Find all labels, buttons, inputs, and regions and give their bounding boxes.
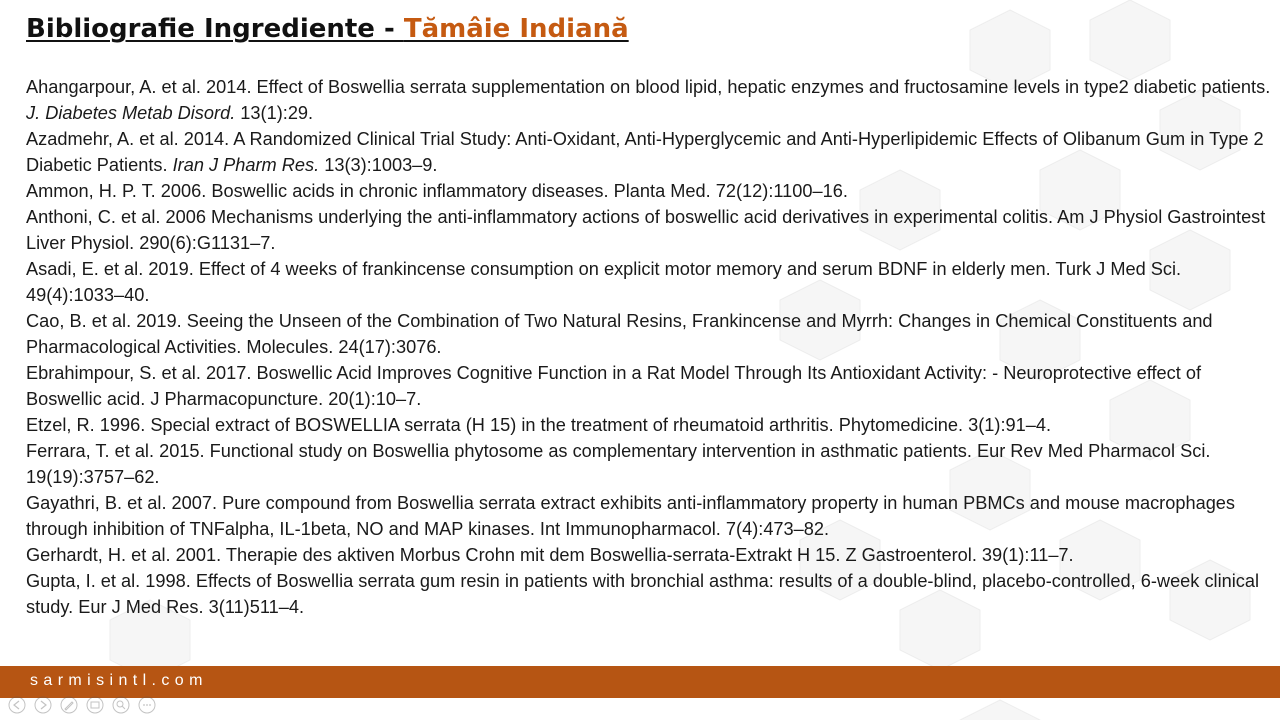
reference-tail: 13(3):1003–9. [319,155,438,175]
reference-item [26,542,1271,568]
reference-text: Ammon, H. P. T. 2006. Boswellic acids in chronic inflammatory diseases. Planta Med. 72(12):1100–16. [26,181,848,201]
next-icon[interactable] [34,696,52,714]
title-main: Bibliografie Ingrediente - [26,14,404,44]
reference-text: Ferrara, T. et al. 2015. Functional study on Boswellia phytosome as complementary intervention in asthmatic patients. Eur Rev Med Pharmacol Sci. 19(19):3757–62. [26,441,1211,487]
reference-item [26,412,1271,438]
previous-icon[interactable] [8,696,26,714]
reference-tail: 13(1):29. [235,103,314,123]
reference-item [26,490,1271,542]
pen-icon[interactable] [60,696,78,714]
reference-journal: J. Diabetes Metab Disord. [26,103,236,123]
footer-bar [0,666,1280,698]
slides-icon[interactable] [86,696,104,714]
more-icon[interactable] [138,696,156,714]
reference-item [26,74,1271,126]
reference-text: Gerhardt, H. et al. 2001. Therapie des aktiven Morbus Crohn mit dem Boswellia-serrata-Extrakt H 15. Z Gastroenterol. 39(1):11–7. [26,545,1074,565]
reference-item [26,360,1271,412]
reference-text: Asadi, E. et al. 2019. Effect of 4 weeks of frankincense consumption on explicit motor memory and serum BDNF in elderly men. Turk J Med Sci. 49(4):1033–40. [26,259,1182,305]
reference-item [26,308,1271,360]
reference-journal: Iran J Pharm Res. [172,155,320,175]
reference-text: Gupta, I. et al. 1998. Effects of Boswellia serrata gum resin in patients with bronchial asthma: results of a double-blind, placebo-controlled, 6-week clinical study. Eur J Med Res. 3(11)511–4. [26,571,1260,617]
reference-text: Ebrahimpour, S. et al. 2017. Boswellic Acid Improves Cognitive Function in a Rat Model Through Its Antioxidant Activity: - Neuroprotective effect of Boswellic acid. J Pharmacopuncture. 20(1):10–7. [26,363,1202,409]
reference-item [26,204,1271,256]
slide-title [26,14,629,44]
reference-item [26,438,1271,490]
reference-item [26,568,1271,620]
reference-text: Gayathri, B. et al. 2007. Pure compound from Boswellia serrata extract exhibits anti-inflammatory property in human PBMCs and mouse macrophages through inhibition of TNFalpha, IL-1beta, NO and MAP kinases. Int Immunopharmacol. 7(4):473–82. [26,493,1236,539]
footer-website: sarmisintl.com [30,672,208,689]
title-accent: Tămâie Indiană [403,14,629,44]
reference-text: Etzel, R. 1996. Special extract of BOSWELLIA serrata (H 15) in the treatment of rheumatoid arthritis. Phytomedicine. 3(1):91–4. [26,415,1052,435]
reference-list [26,74,1271,620]
reference-item [26,178,1271,204]
presenter-controls [8,696,156,716]
reference-text: Anthoni, C. et al. 2006 Mechanisms underlying the anti-inflammatory actions of boswellic acid derivatives in experimental colitis. Am J Physiol Gastrointest Liver Physiol. 290(6):G1131–7. [26,207,1266,253]
zoom-icon[interactable] [112,696,130,714]
reference-item [26,126,1271,178]
reference-text: Ahangarpour, A. et al. 2014. Effect of Boswellia serrata supplementation on blood lipid, hepatic enzymes and fructosamine levels in type2 diabetic patients. [26,77,1271,97]
reference-text: Cao, B. et al. 2019. Seeing the Unseen of the Combination of Two Natural Resins, Frankincense and Myrrh: Changes in Chemical Constituents and Pharmacological Activities. Molecules. 24(17):3076. [26,311,1213,357]
reference-item [26,256,1271,308]
reference-text: Azadmehr, A. et al. 2014. A Randomized Clinical Trial Study: Anti-Oxidant, Anti-Hyperglycemic and Anti-Hyperlipidemic Effects of Olibanum Gum in Type 2 Diabetic Patients. [26,129,1264,175]
